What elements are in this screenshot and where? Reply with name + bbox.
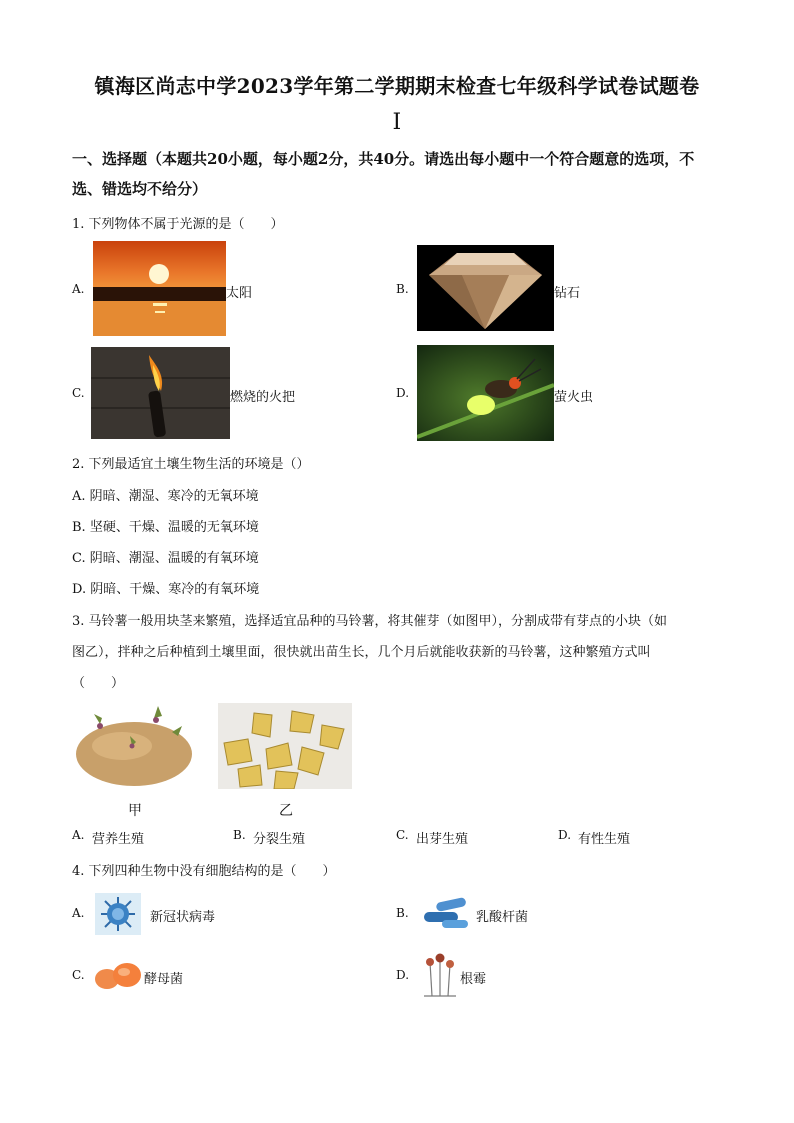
q3-option-d-label: 有性生殖: [578, 832, 631, 847]
q3-option-a-label: 营养生殖: [92, 832, 145, 847]
q4-option-d-label: 根霉: [460, 972, 487, 987]
q3-option-b-letter: B.: [233, 828, 246, 842]
q1-option-d-letter: D.: [396, 386, 410, 400]
q3-option-c-label: 出芽生殖: [416, 832, 469, 847]
q3-option-c-letter: C.: [396, 828, 409, 842]
figure-caption-yi: 乙: [279, 803, 293, 819]
q1-option-b-label: 钻石: [554, 286, 581, 301]
diamond-image: [417, 245, 554, 331]
q3-option-d-letter: D.: [558, 828, 572, 842]
exam-title-line2: I: [392, 110, 402, 135]
q2-option-d: D. 阴暗、干燥、寒冷的有氧环境: [72, 582, 260, 597]
question-4-stem: 4. 下列四种生物中没有细胞结构的是（ ）: [72, 864, 336, 879]
q3-option-a-letter: A.: [72, 828, 85, 842]
firefly-image: [417, 345, 554, 441]
cut-potato-pieces-image: [218, 703, 352, 789]
q4-option-b-letter: B.: [396, 906, 409, 920]
rhizopus-image: [420, 952, 460, 1000]
q4-option-c-label: 酵母菌: [144, 972, 184, 987]
question-3-stem-line3: （ ）: [72, 676, 125, 691]
sprouted-potato-image: [72, 702, 196, 790]
q1-option-c-label: 燃烧的火把: [230, 390, 296, 405]
q1-option-a-letter: A.: [72, 282, 85, 296]
question-3-stem-line2: 图乙），拌种之后种植到土壤里面，很快就出苗生长，几个月后就能收获新的马铃薯，这种繁殖方式叫: [72, 645, 651, 660]
question-3-stem-line1: 3. 马铃薯一般用块茎来繁殖，选择适宜品种的马铃薯，将其催芽（如图甲），分割成带有芽点的小块（如: [72, 614, 668, 629]
exam-title: 镇海区尚志中学2023学年第二学期期末检查七年级科学试卷试题卷: [94, 74, 700, 98]
q1-option-a-label: 太阳: [226, 286, 253, 301]
q4-option-c-letter: C.: [72, 968, 85, 982]
sunset-image: [93, 241, 226, 336]
q1-option-c-letter: C.: [72, 386, 85, 400]
q1-option-d-label: 萤火虫: [554, 390, 594, 405]
torch-image: [91, 347, 230, 439]
q4-option-d-letter: D.: [396, 968, 410, 982]
q2-option-b: B. 坚硬、干燥、温暖的无氧环境: [72, 520, 259, 535]
q2-option-c: C. 阴暗、潮湿、温暖的有氧环境: [72, 551, 259, 566]
q3-option-b-label: 分裂生殖: [253, 832, 306, 847]
q4-option-b-label: 乳酸杆菌: [476, 910, 529, 925]
section-heading: 一、选择题（本题共20小题，每小题2分，共40分。请选出每小题中一个符合题意的选项，不选、错选均不给分）: [72, 150, 695, 198]
q2-option-a: A. 阴暗、潮湿、寒冷的无氧环境: [72, 489, 259, 504]
yeast-image: [91, 961, 143, 991]
lactobacillus-image: [420, 894, 472, 934]
virus-image: [95, 893, 141, 935]
figure-caption-jia: 甲: [128, 803, 142, 819]
q4-option-a-label: 新冠状病毒: [150, 910, 216, 925]
question-2-stem: 2. 下列最适宜土壤生物生活的环境是（）: [72, 457, 310, 472]
q4-option-a-letter: A.: [72, 906, 85, 920]
question-1-stem: 1. 下列物体不属于光源的是（ ）: [72, 217, 284, 232]
q1-option-b-letter: B.: [396, 282, 409, 296]
